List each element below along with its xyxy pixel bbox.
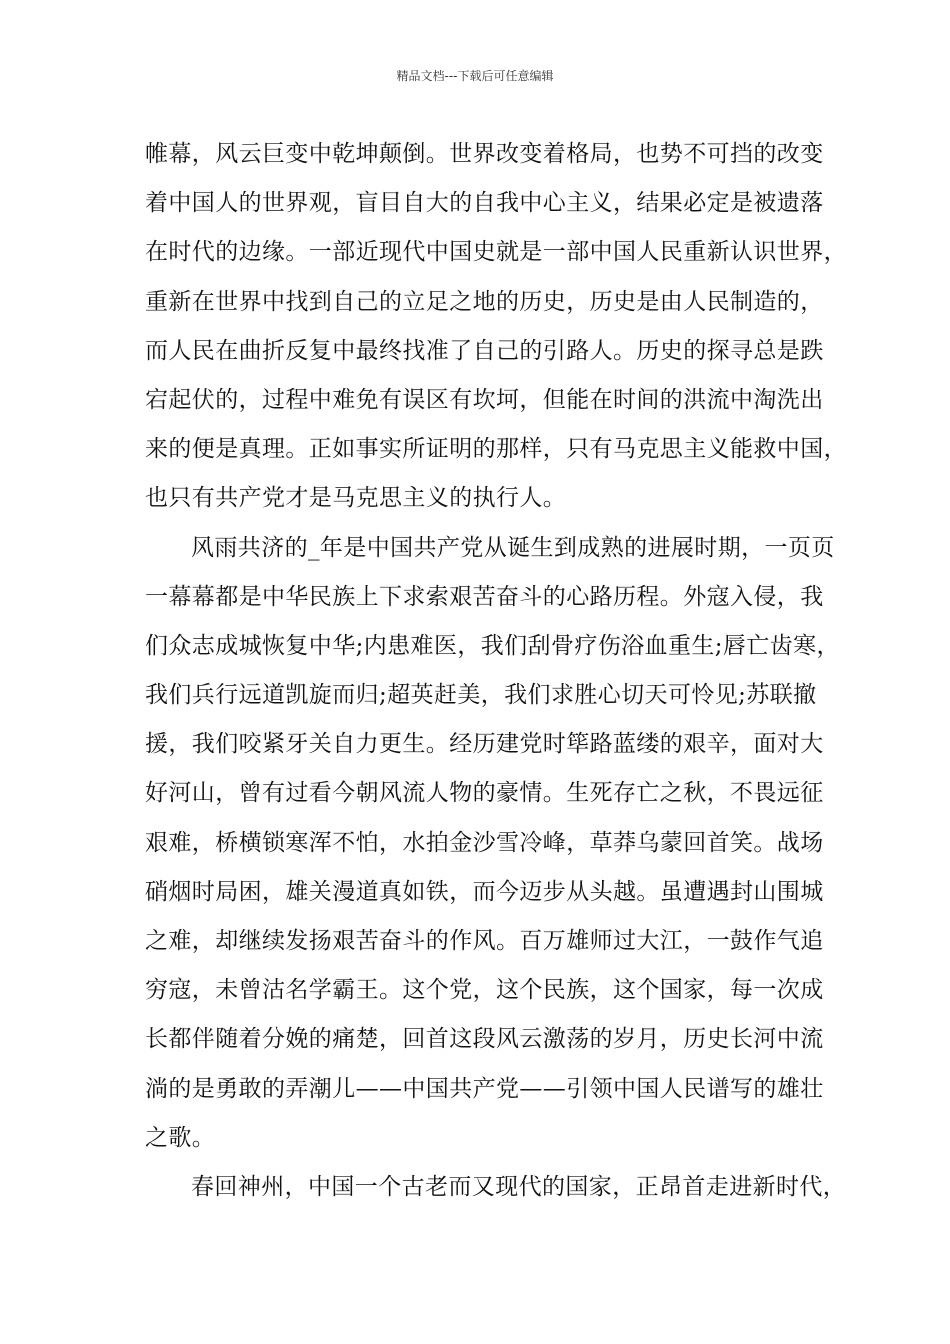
text-line: 长都伴随着分娩的痛楚，回首这段风云激荡的岁月，历史长河中流 — [145, 1026, 824, 1053]
text-line: 好河山，曾有过看今朝风流人物的豪情。生死存亡之秋，不畏远征 — [145, 780, 824, 807]
text-line: 淌的是勇敢的弄潮儿——中国共产党——引领中国人民谱写的雄壮 — [145, 1075, 824, 1102]
text-line: 艰难，桥横锁寒浑不怕，水拍金沙雪冷峰，草莽乌蒙回首笑。战场 — [145, 829, 824, 856]
text-line: 们众志成城恢复中华;内患难医，我们刮骨疗伤浴血重生;唇亡齿寒， — [145, 632, 840, 659]
paragraph-first-line: 风雨共济的_年是中国共产党从诞生到成熟的进展时期，一页页 — [191, 534, 835, 561]
text-line: 而人民在曲折反复中最终找准了自己的引路人。历史的探寻总是跌 — [145, 337, 824, 364]
page-header: 精品文档---下载后可任意编辑 — [396, 69, 554, 83]
text-line: 之难，却继续发扬艰苦奋斗的作风。百万雄师过大江，一鼓作气追 — [145, 928, 824, 954]
text-line: 穷寇，未曾沽名学霸王。这个党，这个民族，这个国家，每一次成 — [145, 977, 824, 1004]
text-line: 来的便是真理。正如事实所证明的那样，只有马克思主义能救中国， — [145, 436, 847, 463]
text-line: 在时代的边缘。一部近现代中国史就是一部中国人民重新认识世界， — [145, 239, 847, 266]
text-line: 着中国人的世界观，盲目自大的自我中心主义，结果必定是被遗落 — [145, 190, 824, 217]
text-line: 之歌。 — [145, 1124, 216, 1151]
text-line: 宕起伏的，过程中难免有误区有坎坷，但能在时间的洪流中淘洗出 — [145, 386, 824, 413]
text-line: 重新在世界中找到自己的立足之地的历史，历史是由人民制造的， — [145, 288, 824, 315]
text-line: 也只有共产党才是马克思主义的执行人。 — [145, 485, 567, 512]
text-line: 一幕幕都是中华民族上下求索艰苦奋斗的心路历程。外寇入侵，我 — [145, 583, 824, 610]
text-line: 硝烟时局困，雄关漫道真如铁，而今迈步从头越。虽遭遇封山围城 — [145, 878, 824, 905]
document-body — [145, 130, 847, 1212]
paragraph-first-line: 春回神州，中国一个古老而又现代的国家，正昂首走进新时代， — [191, 1173, 847, 1200]
text-line: 帷幕，风云巨变中乾坤颠倒。世界改变着格局，也势不可挡的改变 — [145, 141, 824, 167]
text-line: 援，我们咬紧牙关自力更生。经历建党时筚路蓝缕的艰辛，面对大 — [145, 731, 824, 758]
text-line: 我们兵行远道凯旋而归;超英赶美，我们求胜心切天可怜见;苏联撤 — [145, 682, 817, 709]
